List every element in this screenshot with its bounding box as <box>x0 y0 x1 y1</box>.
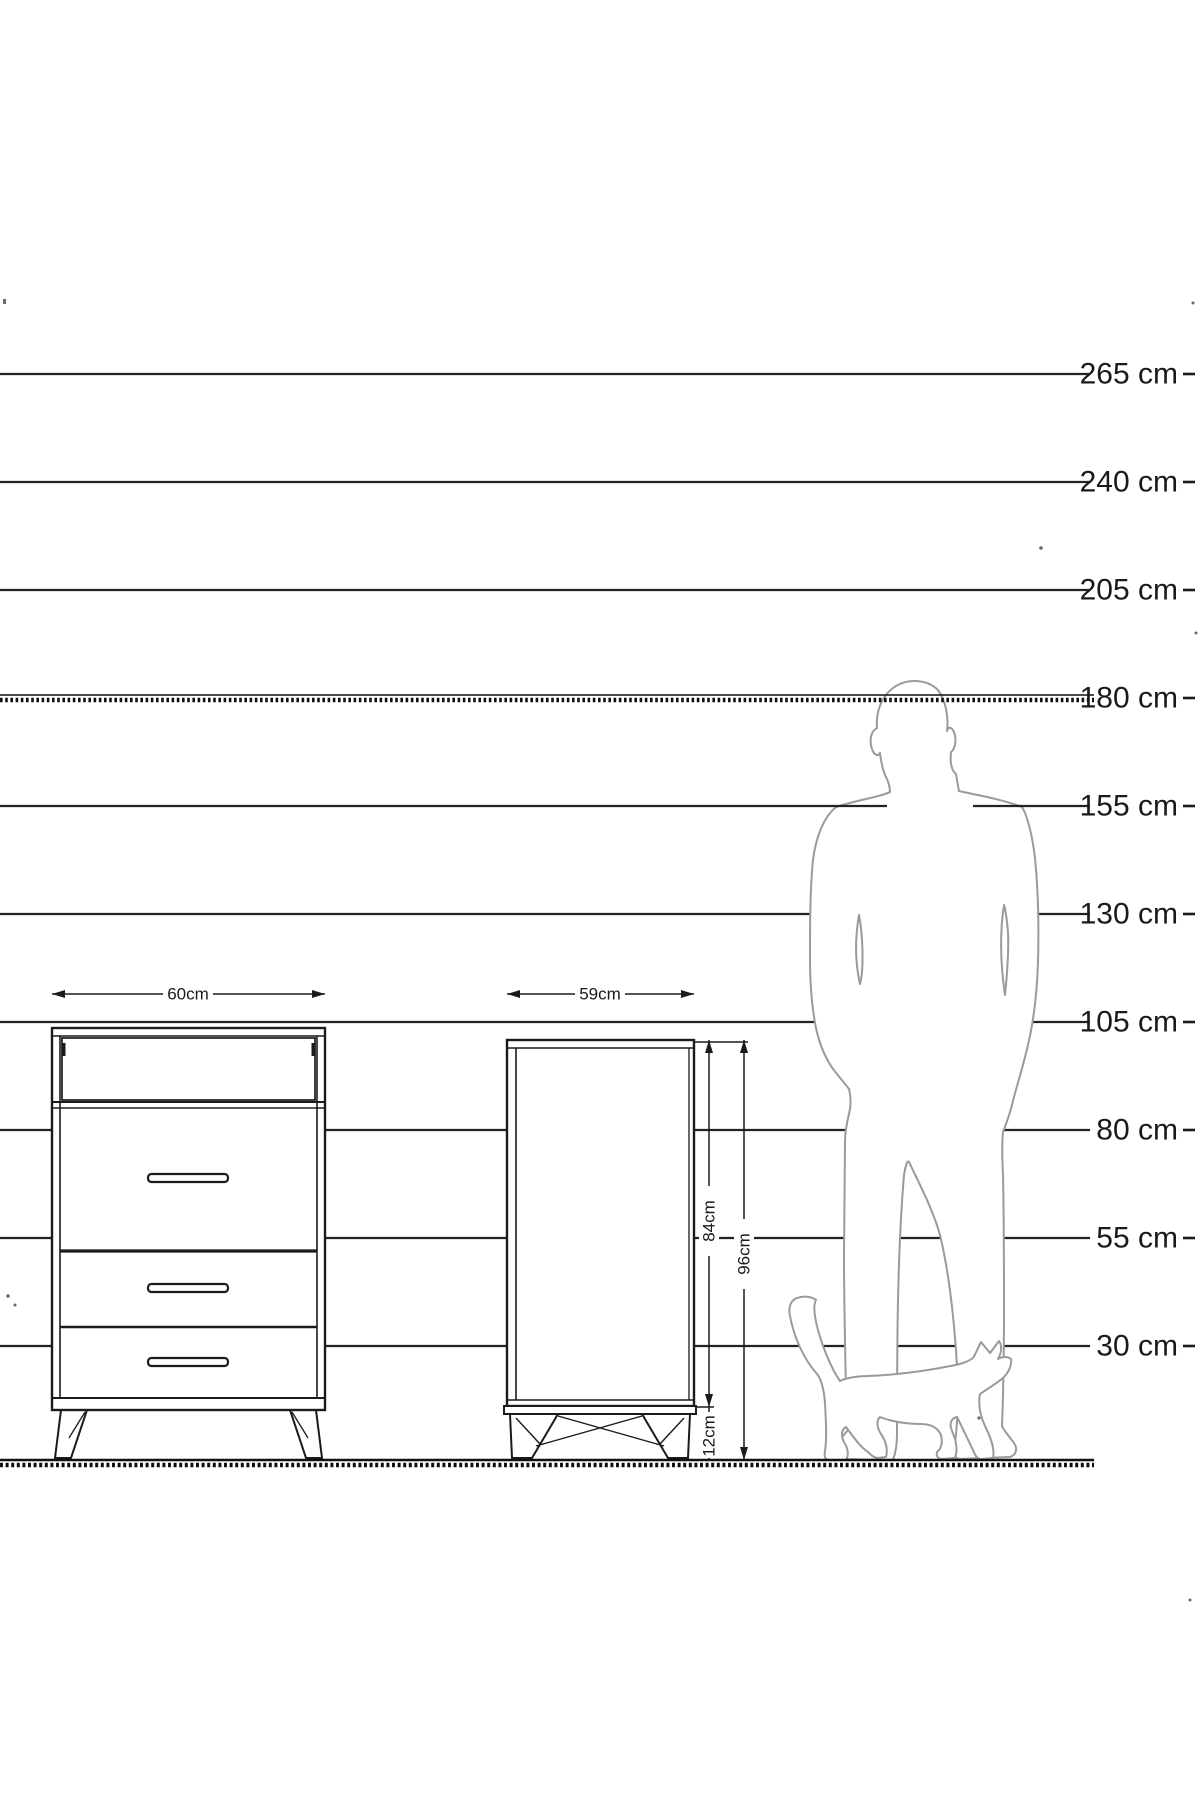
height-label-240: 240 cm <box>1079 465 1178 499</box>
height-label-180: 180 cm <box>1079 681 1178 715</box>
speck <box>1189 1599 1192 1602</box>
speck <box>14 1304 17 1307</box>
speck <box>1192 302 1195 305</box>
cabinet-body-height-label: 84cm <box>699 1200 719 1242</box>
cabinet-leg-height-label: 12cm <box>699 1415 719 1457</box>
dresser-handle-1 <box>148 1174 228 1182</box>
height-label-55: 55 cm <box>1096 1221 1178 1255</box>
cabinet-total-height-label: 96cm <box>734 1233 754 1275</box>
cabinet <box>504 1040 696 1458</box>
man-left-arm-gap <box>856 915 862 984</box>
height-label-130: 130 cm <box>1079 897 1178 931</box>
height-label-205: 205 cm <box>1079 573 1178 607</box>
dresser-handle-3 <box>148 1358 228 1366</box>
speck <box>1195 632 1198 635</box>
height-label-30: 30 cm <box>1096 1329 1178 1363</box>
height-label-155: 155 cm <box>1079 789 1178 823</box>
cabinet-width-label: 59cm <box>579 984 621 1004</box>
dresser-width-label: 60cm <box>167 984 209 1004</box>
speck <box>6 1294 10 1298</box>
cabinet-bottom-panel <box>504 1406 696 1414</box>
speck <box>1039 546 1043 550</box>
dresser-open-shelf <box>62 1038 315 1100</box>
dresser <box>52 1028 325 1458</box>
dresser-handle-2 <box>148 1284 228 1292</box>
speck <box>3 299 6 304</box>
height-label-80: 80 cm <box>1096 1113 1178 1147</box>
height-label-105: 105 cm <box>1079 1005 1178 1039</box>
cabinet-body <box>507 1040 694 1406</box>
height-label-265: 265 cm <box>1079 357 1178 391</box>
cat-chest-dot <box>977 1416 980 1419</box>
